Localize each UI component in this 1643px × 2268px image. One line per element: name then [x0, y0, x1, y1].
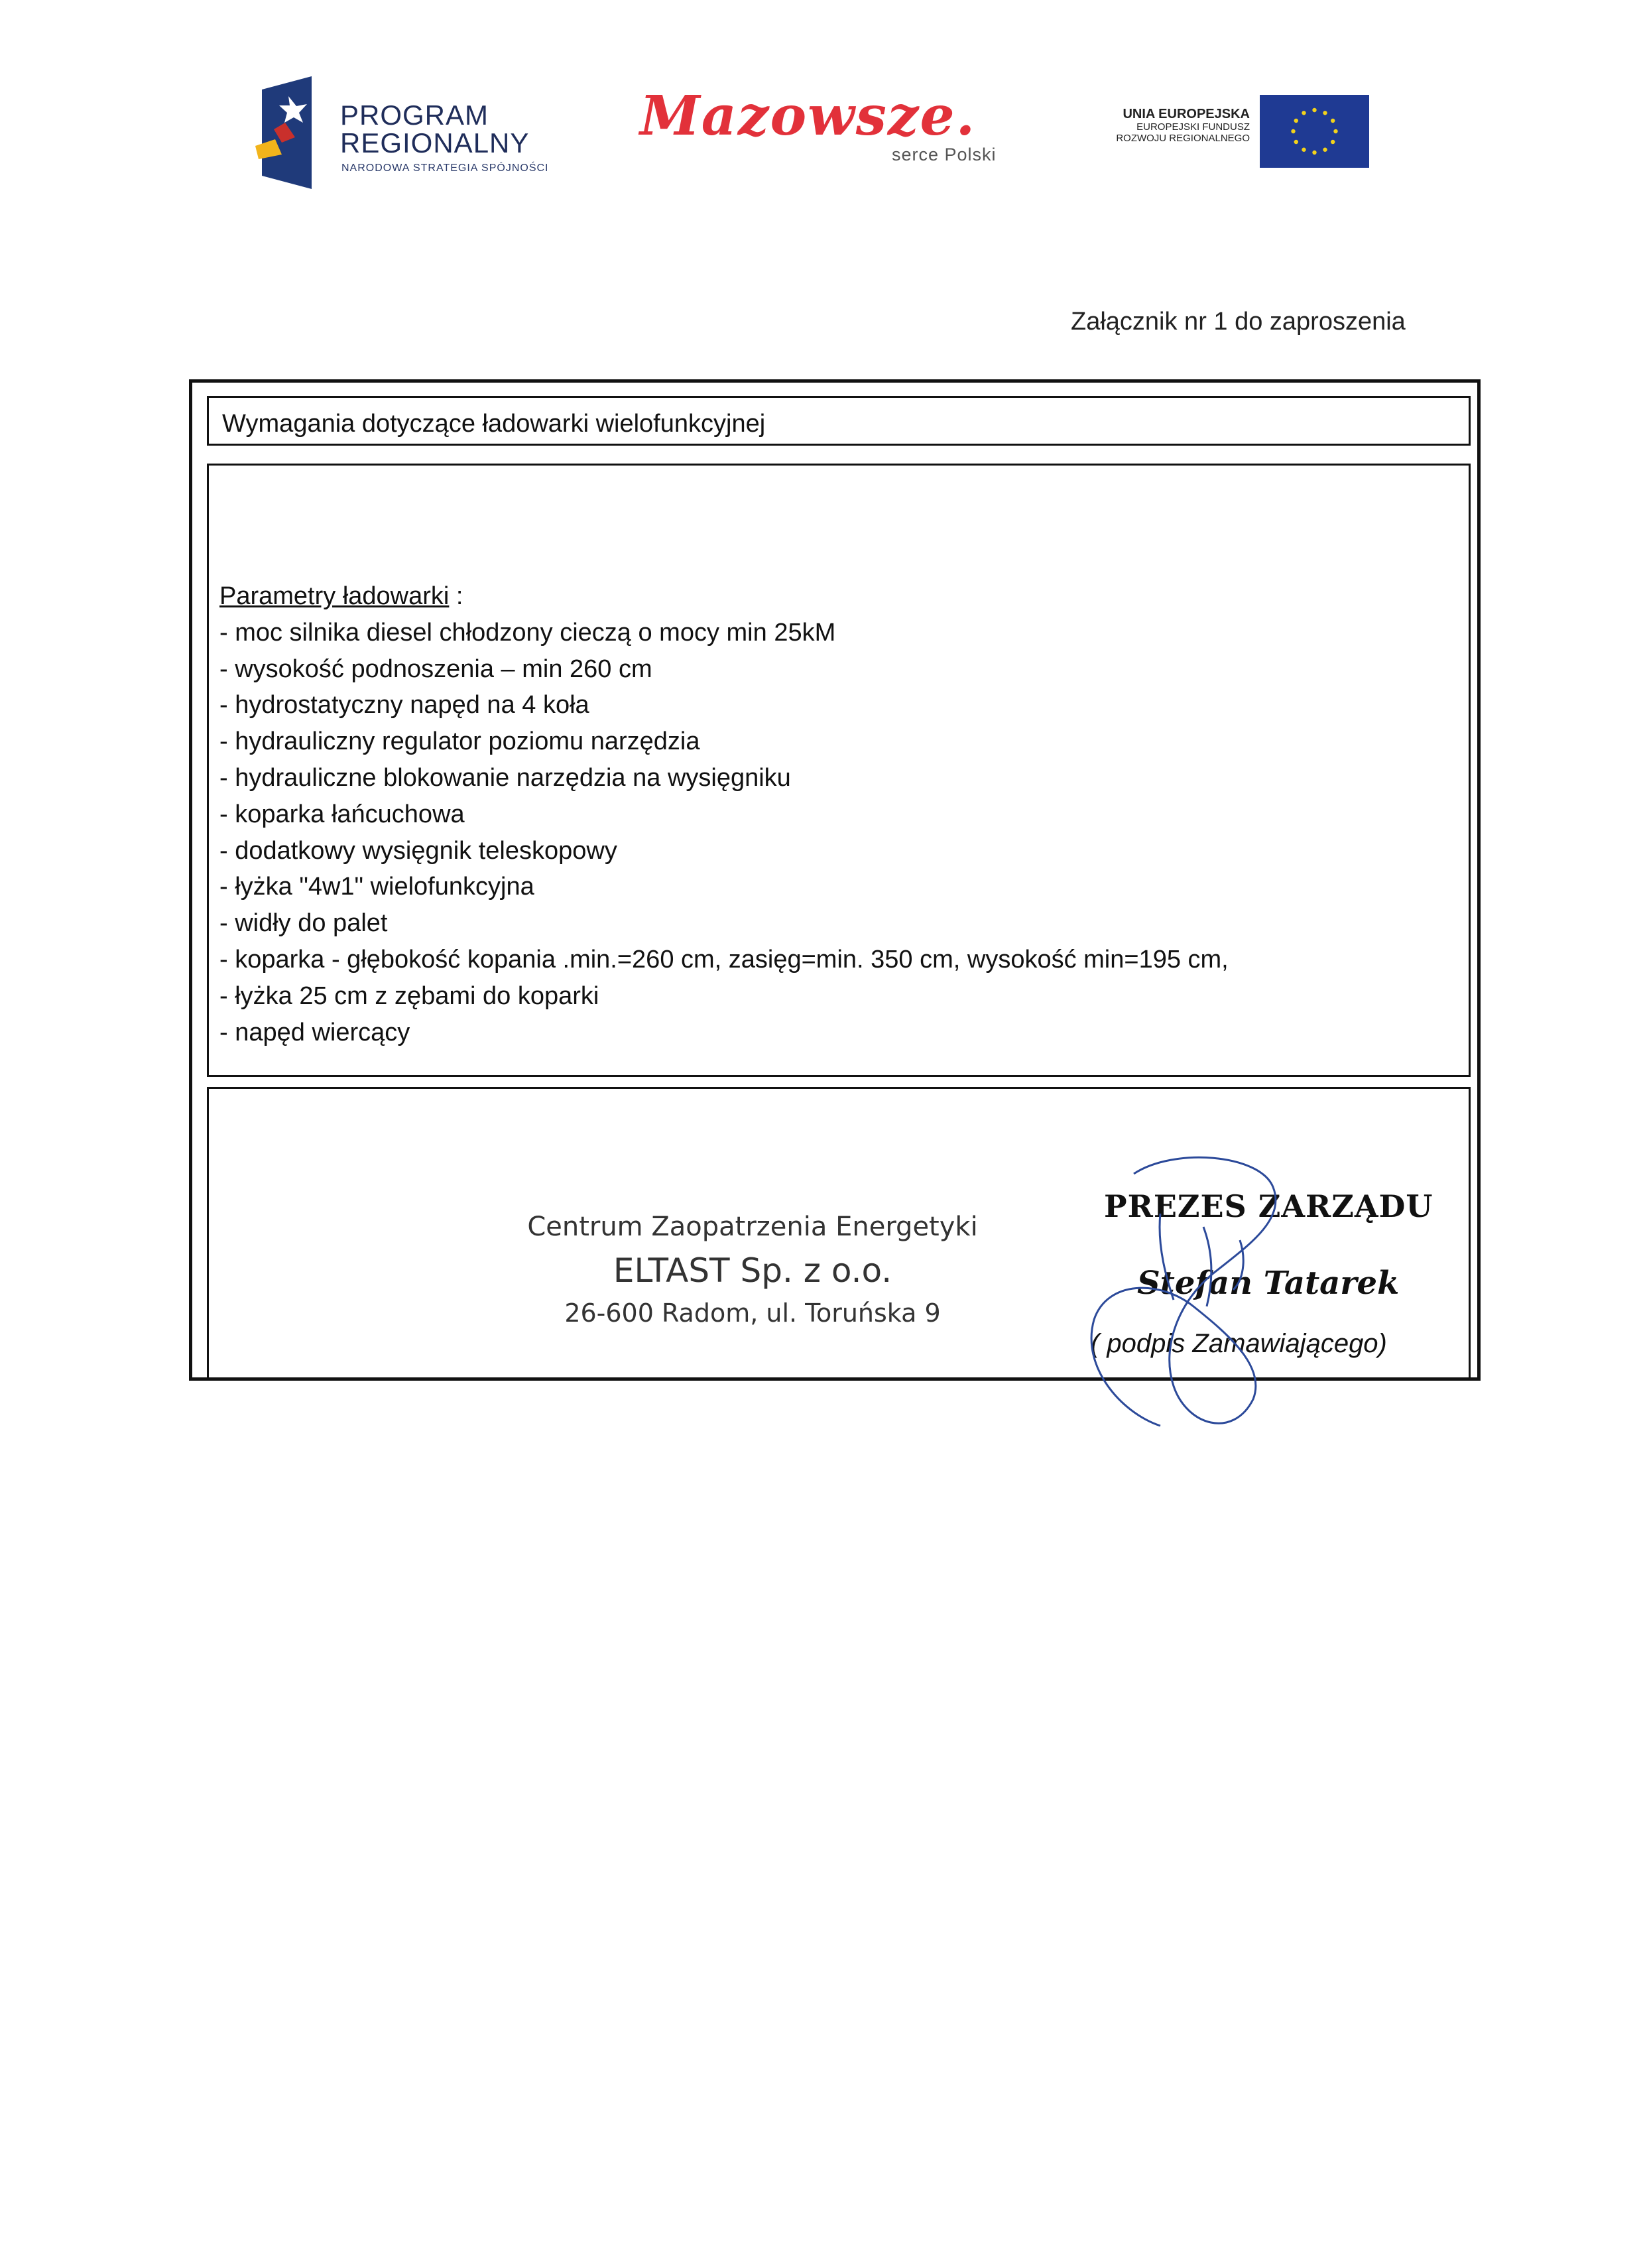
- parameters-heading: Parametry ładowarki: [219, 582, 450, 610]
- parameter-item: - hydrostatyczny napęd na 4 koła: [219, 691, 589, 720]
- parameter-item: - koparka - głębokość kopania .min.=260 cm, zasięg=min. 350 cm, wysokość min=195 cm,: [219, 945, 1229, 974]
- stamp-title: PREZES ZARZĄDU: [1104, 1188, 1433, 1224]
- eu-star-icon: [1312, 151, 1316, 155]
- requirements-form: [189, 379, 1481, 1381]
- eu-star-icon: [1323, 148, 1327, 152]
- parameter-item: - łyżka "4w1" wielofunkcyjna: [219, 873, 534, 901]
- eu-text: [1116, 107, 1250, 144]
- parameters-section: [219, 578, 1229, 1050]
- eu-star-icon: [1333, 129, 1337, 133]
- eu-logo: [1058, 95, 1369, 171]
- program-regionalny-logo: [255, 76, 613, 189]
- eu-star-icon: [1312, 108, 1316, 112]
- eu-star-icon: [1294, 140, 1298, 144]
- company-stamp: [514, 1205, 991, 1334]
- company-address: 26-600 Radom, ul. Toruńska 9: [564, 1298, 941, 1328]
- eu-fund-line: EUROPEJSKI FUNDUSZ: [1136, 121, 1250, 133]
- mazowsze-logo: [640, 86, 1011, 179]
- company-line-1: Centrum Zaopatrzenia Energetyki: [527, 1212, 978, 1242]
- eu-star-icon: [1331, 140, 1335, 144]
- program-regionalny-emblem-icon: [255, 76, 315, 189]
- program-subtitle: NARODOWA STRATEGIA SPÓJNOŚCI: [341, 162, 549, 174]
- eu-star-icon: [1294, 119, 1298, 123]
- parameter-item: - wysokość podnoszenia – min 260 cm: [219, 655, 652, 683]
- program-regionalny-title: [340, 101, 529, 157]
- eu-star-icon: [1331, 119, 1335, 123]
- parameter-item: - łyżka 25 cm z zębami do koparki: [219, 981, 599, 1010]
- eu-star-icon: [1323, 111, 1327, 115]
- company-name: ELTAST Sp. z o.o.: [613, 1251, 892, 1290]
- eu-star-icon: [1302, 148, 1306, 152]
- form-title: Wymagania dotyczące ładowarki wielofunkcyjnej: [222, 410, 766, 438]
- president-stamp: [1091, 1188, 1435, 1374]
- eu-flag-icon: [1260, 95, 1369, 168]
- parameters-list: [219, 615, 1229, 1051]
- parameter-item: - napęd wiercący: [219, 1018, 410, 1046]
- parameters-colon: :: [449, 582, 463, 610]
- parameter-item: - moc silnika diesel chłodzony cieczą o mocy min 25kM: [219, 618, 836, 647]
- program-line: PROGRAM: [340, 99, 489, 131]
- mazowsze-wordmark: Mazowsze.: [640, 84, 977, 148]
- parameter-item: - hydrauliczne blokowanie narzędzia na wysięgniku: [219, 763, 791, 792]
- signature-row: [207, 1087, 1471, 1379]
- parameter-item: - dodatkowy wysięgnik teleskopowy: [219, 836, 617, 865]
- form-title-row: [207, 396, 1471, 446]
- eu-star-icon: [1291, 129, 1295, 133]
- parameters-row: [207, 464, 1471, 1077]
- parameter-item: - koparka łańcuchowa: [219, 800, 465, 828]
- stamp-name: Stefan Tatarek: [1137, 1265, 1400, 1302]
- parameter-item: - widły do palet: [219, 909, 388, 938]
- annex-label: Załącznik nr 1 do zaproszenia: [1071, 308, 1406, 336]
- parameters-heading-line: [219, 578, 1229, 615]
- regionalny-line: REGIONALNY: [340, 127, 530, 158]
- signature-caption: ( podpis Zamawiającego): [1091, 1329, 1387, 1358]
- eu-title: UNIA EUROPEJSKA: [1123, 107, 1250, 121]
- eu-fund-line-2: ROZWOJU REGIONALNEGO: [1116, 133, 1250, 144]
- eu-star-icon: [1302, 111, 1306, 115]
- mazowsze-tagline: serce Polski: [892, 145, 997, 164]
- parameter-item: - hydrauliczny regulator poziomu narzędzia: [219, 727, 700, 756]
